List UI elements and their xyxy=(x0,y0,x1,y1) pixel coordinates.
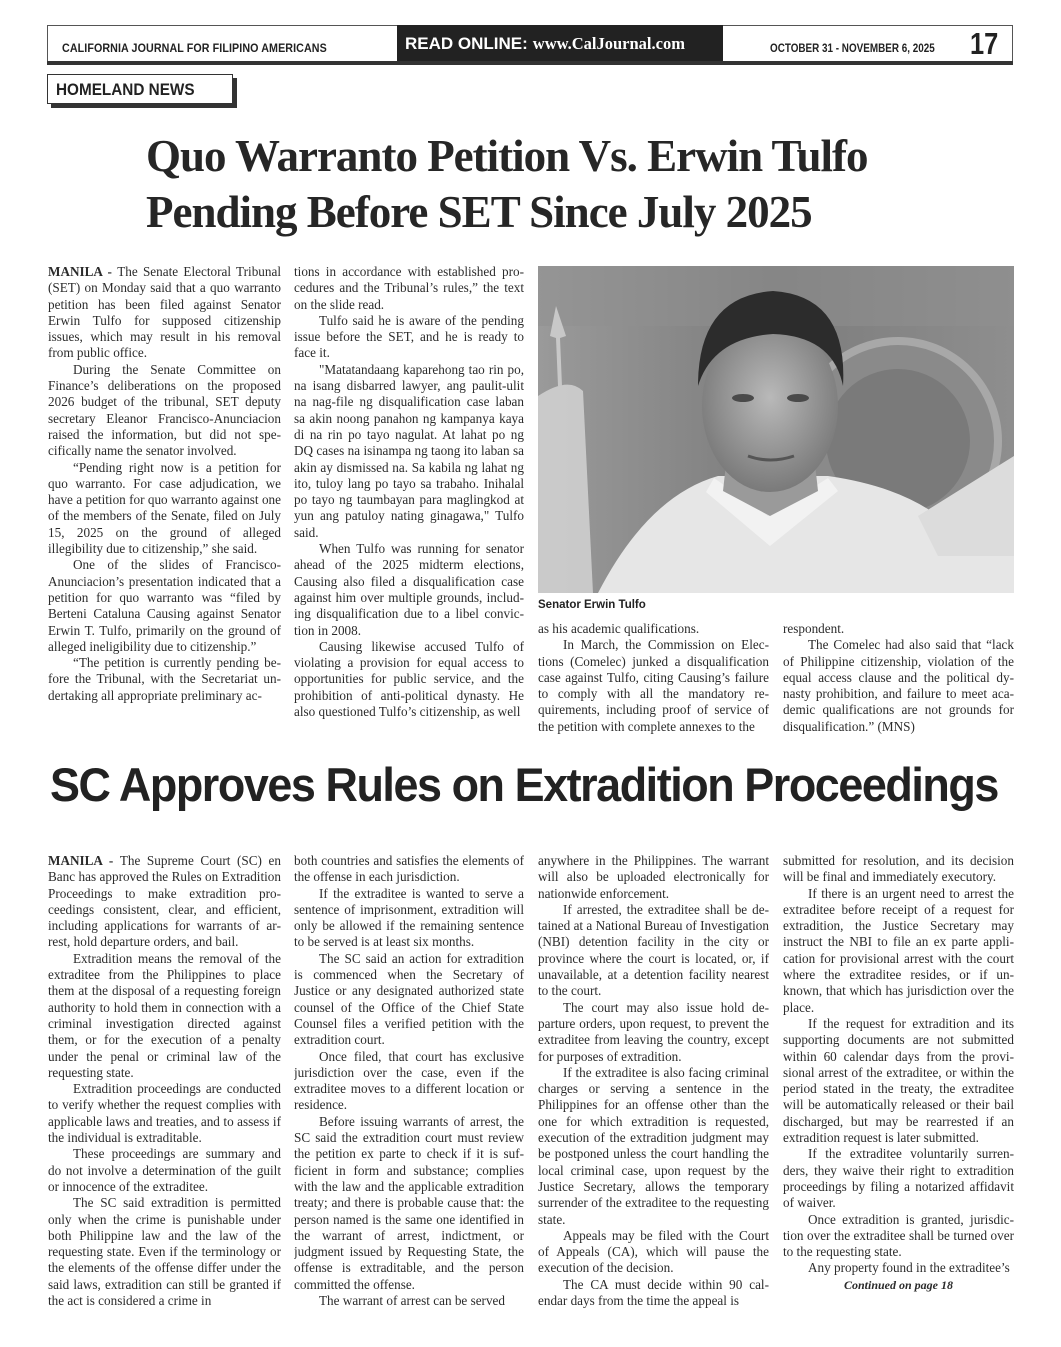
article1-column-3 xyxy=(538,621,769,739)
page-number: 17 xyxy=(970,26,999,61)
paragraph: Appeals may be filed with the Court of Appeals (CA), which will pause the execution of the decision. xyxy=(538,1227,769,1276)
paragraph: The warrant of arrest can be served xyxy=(319,1293,505,1309)
article2-column-3 xyxy=(538,853,769,1331)
paragraph: "Matatandaang kaparehong tao rin po, na isang disbarred lawyer, ang paulit-ulit na nag-file ng disqualification case laban sa akin noong panahon ng kampanya kaya di na rin po tayo nagulat. At lahat po ng DQ cases na isinampa ng taong ito laban sa akin ay dismissed na. Sa kabila ng lahat ng ito, tuloy lang po tayo sa trabaho. Inihalal po tayo ng taumbayan para maglingkod at yun ang patuloy nating ginagawa," Tulfo said. xyxy=(294,361,524,540)
paragraph: Tulfo said he is aware of the pending issue before the SET, and he is ready to face it. xyxy=(294,312,524,361)
masthead xyxy=(47,25,1013,61)
masthead-divider xyxy=(47,61,1013,65)
paragraph: These proceedings are summary and do not involve a determination of the guilt or innocence of the extraditee. xyxy=(48,1146,281,1194)
paragraph: If the extraditee voluntarily surrenders, they waive their right to extradition proceedings by filing a notarized affidavit of waiver. xyxy=(783,1146,1014,1211)
read-online-label: READ ONLINE: xyxy=(405,34,528,53)
section-label: HOMELAND NEWS xyxy=(56,80,195,99)
article1-headline xyxy=(146,128,1006,240)
website-link[interactable]: www.CalJournal.com xyxy=(532,34,685,53)
paragraph: respondent. xyxy=(783,621,845,636)
article2-column-4 xyxy=(783,853,1014,1331)
paragraph: If there is an urgent need to arrest the extraditee before receipt of a request for extradition, the Justice Secretary may instruct the NBI to file an ex parte application for provisional arrest with the court where the extraditee resides, or if unknown, that which has jurisdiction over the place. xyxy=(783,885,1014,1015)
paragraph: The court may also issue hold departure orders, upon request, to prevent the extraditee from leaving the country, except for purposes of extradition. xyxy=(538,999,769,1064)
paragraph: When Tulfo was running for senator ahead of the 2025 midterm elections, Causing also filed a disqualification case against him over multiple grounds, including disqualification due to a libel conviction in 2008. xyxy=(294,541,524,638)
dateline: MANILA - xyxy=(48,853,120,868)
paragraph: If the request for extradition and its supporting documents are not submitted within 60 calendar days from the provisional arrest of the extraditee, or within the period stated in the treaty, the extraditee will be automatically released or their bail discharged, but may be rearrested if an extradition request is later submitted. xyxy=(783,1015,1014,1146)
section-tag xyxy=(47,74,233,104)
paragraph: Any property found in the extraditee’s xyxy=(808,1260,1010,1276)
continued-link[interactable]: Continued on page 18 xyxy=(843,1277,954,1292)
paragraph: Before issuing warrants of arrest, the SC said the extradition court must review the petition ex parte to check if it is sufficient in form and substance; complies with the law and the applicable extradition treaty; and there is probable cause that: the person named is the same one identified in the warrant of arrest, indictment, or judgment issued by Requesting State, the offense is extraditable, and the person committed the offense. xyxy=(294,1113,524,1292)
paragraph: The SC said an action for extradition is commenced when the Secretary of Justice or any designated authorized state counsel of the Office of the Chief State Counsel files a verified petition with the extradition court. xyxy=(294,950,524,1048)
paragraph: Causing likewise accused Tulfo of violating a provision for equal access to opportunities for public service, and the prohibition of anti-political dynasty. He also questioned Tulfo’s citizenship, as well xyxy=(294,638,524,720)
senator-photo xyxy=(538,266,1014,593)
paragraph: One of the slides of Francisco-Anunciacion’s presentation indicated that a petition for quo warranto was “filed by Berteni Cataluna Causing against Senator Erwin T. Tulfo, primarily on the ground of alleged ineligibility due to citizenship.” xyxy=(48,557,281,654)
article1-headline-line1: Quo Warranto Petition Vs. Erwin Tulfo xyxy=(146,131,868,181)
article1-column-1 xyxy=(48,264,281,739)
photo-caption: Senator Erwin Tulfo xyxy=(538,599,646,611)
paragraph: If the extraditee is also facing criminal charges or serving a sentence in the Philippines for an offense other than the one for which extradition is requested, execution of the extradition judgment may be postponed unless the court handling the local criminal case, upon request by the Justice Secretary, allows the temporary surrender of the extraditee to the requesting state. xyxy=(538,1064,769,1227)
paragraph: Extradition means the removal of the extraditee from the Philippines to place them at the disposal of a requesting foreign authority to hold them in connection with a criminal investigation directed against them, or for the execution of a penalty under the penal or criminal law of the requesting state. xyxy=(48,950,281,1080)
paragraph: “Pending right now is a petition for quo warranto. For case adjudication, we have a petition for quo warranto against one of the members of the Senate, filed on July 15, 2025 on the ground of alleged illegibility due to citizenship,” she said. xyxy=(48,459,281,557)
paragraph: anywhere in the Philippines. The warrant will also be uploaded electronically for nationwide enforcement. xyxy=(538,853,769,901)
paragraph: as his academic qualifications. xyxy=(538,621,700,636)
article2-column-2 xyxy=(294,853,524,1331)
article1-column-4 xyxy=(783,621,1014,739)
paragraph: The SC said extradition is permitted only when the crime is punishable under both Philippine law and the law of the requesting state. Even if the terminology or the elements of the offense differ under the said laws, extradition can still be granted if the act is considered a crime in xyxy=(48,1195,281,1309)
dateline: MANILA - xyxy=(48,264,118,279)
publication-name: CALIFORNIA JOURNAL FOR FILIPINO AMERICANS xyxy=(62,43,327,55)
paragraph: Once extradition is granted, jurisdiction over the extraditee shall be turned over to the requesting state. xyxy=(783,1211,1014,1260)
paragraph: If the extraditee is wanted to serve a sentence of imprisonment, extradition will only be allowed if the remaining sentence to be served is at least six months. xyxy=(294,885,524,950)
paragraph: “The petition is currently pending before the Tribunal, with the Secretariat undertaking all appropriate preliminary ac- xyxy=(48,655,281,703)
paragraph: tions in accordance with established procedures and the Tribunal’s rules,” the text on the slide read. xyxy=(294,264,524,312)
paragraph: both countries and satisfies the elements of the offense in each jurisdiction. xyxy=(294,853,524,885)
paragraph: Once filed, that court has exclusive jurisdiction over the case, even if the extraditee moves to a different location or residence. xyxy=(294,1048,524,1113)
paragraph: During the Senate Committee on Finance’s deliberations on the proposed 2026 budget of the tribunal, SET deputy secretary Eleanor Francisco-Anunciacion raised the information, but did not specifically name the senator involved. xyxy=(48,361,281,459)
article1-column-2 xyxy=(294,264,524,739)
paragraph: Extradition proceedings are conducted to verify whether the request complies with applicable laws and treaties, and to assess if the individual is extraditable. xyxy=(48,1081,281,1146)
read-online-banner[interactable] xyxy=(397,25,723,62)
article2-lead-paragraph: MANILA - The Supreme Court (SC) en Banc has approved the Rules on Extradition Proceedings to make extradition proceedings consistent, clear, and efficient, including applications for warrants of arrest, hold departure orders, and bail. xyxy=(48,853,281,950)
paragraph: The Comelec had also said that “lack of Philippine citizenship, violation of the equal access clause and the political dynasty prohibition, and failure to meet academic qualifications are not grounds for disqualification.” (MNS) xyxy=(783,637,1014,734)
article1-lead-paragraph: MANILA - The Senate Electoral Tribunal (SET) on Monday said that a quo warranto petition has been filed against Senator Erwin Tulfo for supposed citizenship issues, which may result in his removal from public office. xyxy=(48,264,281,361)
paragraph: In March, the Commission on Elections (Comelec) junked a disqualification case against Tulfo, citing Causing’s failure to comply with all the mandatory requirements, including proof of service of the petition with complete annexes to the xyxy=(538,637,769,734)
article2-column-1 xyxy=(48,853,281,1331)
paragraph: If arrested, the extraditee shall be detained at a National Bureau of Investigation (NBI) detention facility in the city or province where the court is located, or, if unavailable, at a detention facility nearest to the court. xyxy=(538,901,769,999)
paragraph: The CA must decide within 90 calendar days from the time the appeal is xyxy=(538,1276,769,1309)
article1-headline-line2: Pending Before SET Since July 2025 xyxy=(146,187,812,237)
paragraph: submitted for resolution, and its decision will be final and immediately executory. xyxy=(783,853,1014,885)
issue-date: OCTOBER 31 - NOVEMBER 6, 2025 xyxy=(770,43,935,55)
portrait-image xyxy=(538,266,1014,593)
article2-headline: SC Approves Rules on Extradition Proceedings xyxy=(50,758,998,811)
